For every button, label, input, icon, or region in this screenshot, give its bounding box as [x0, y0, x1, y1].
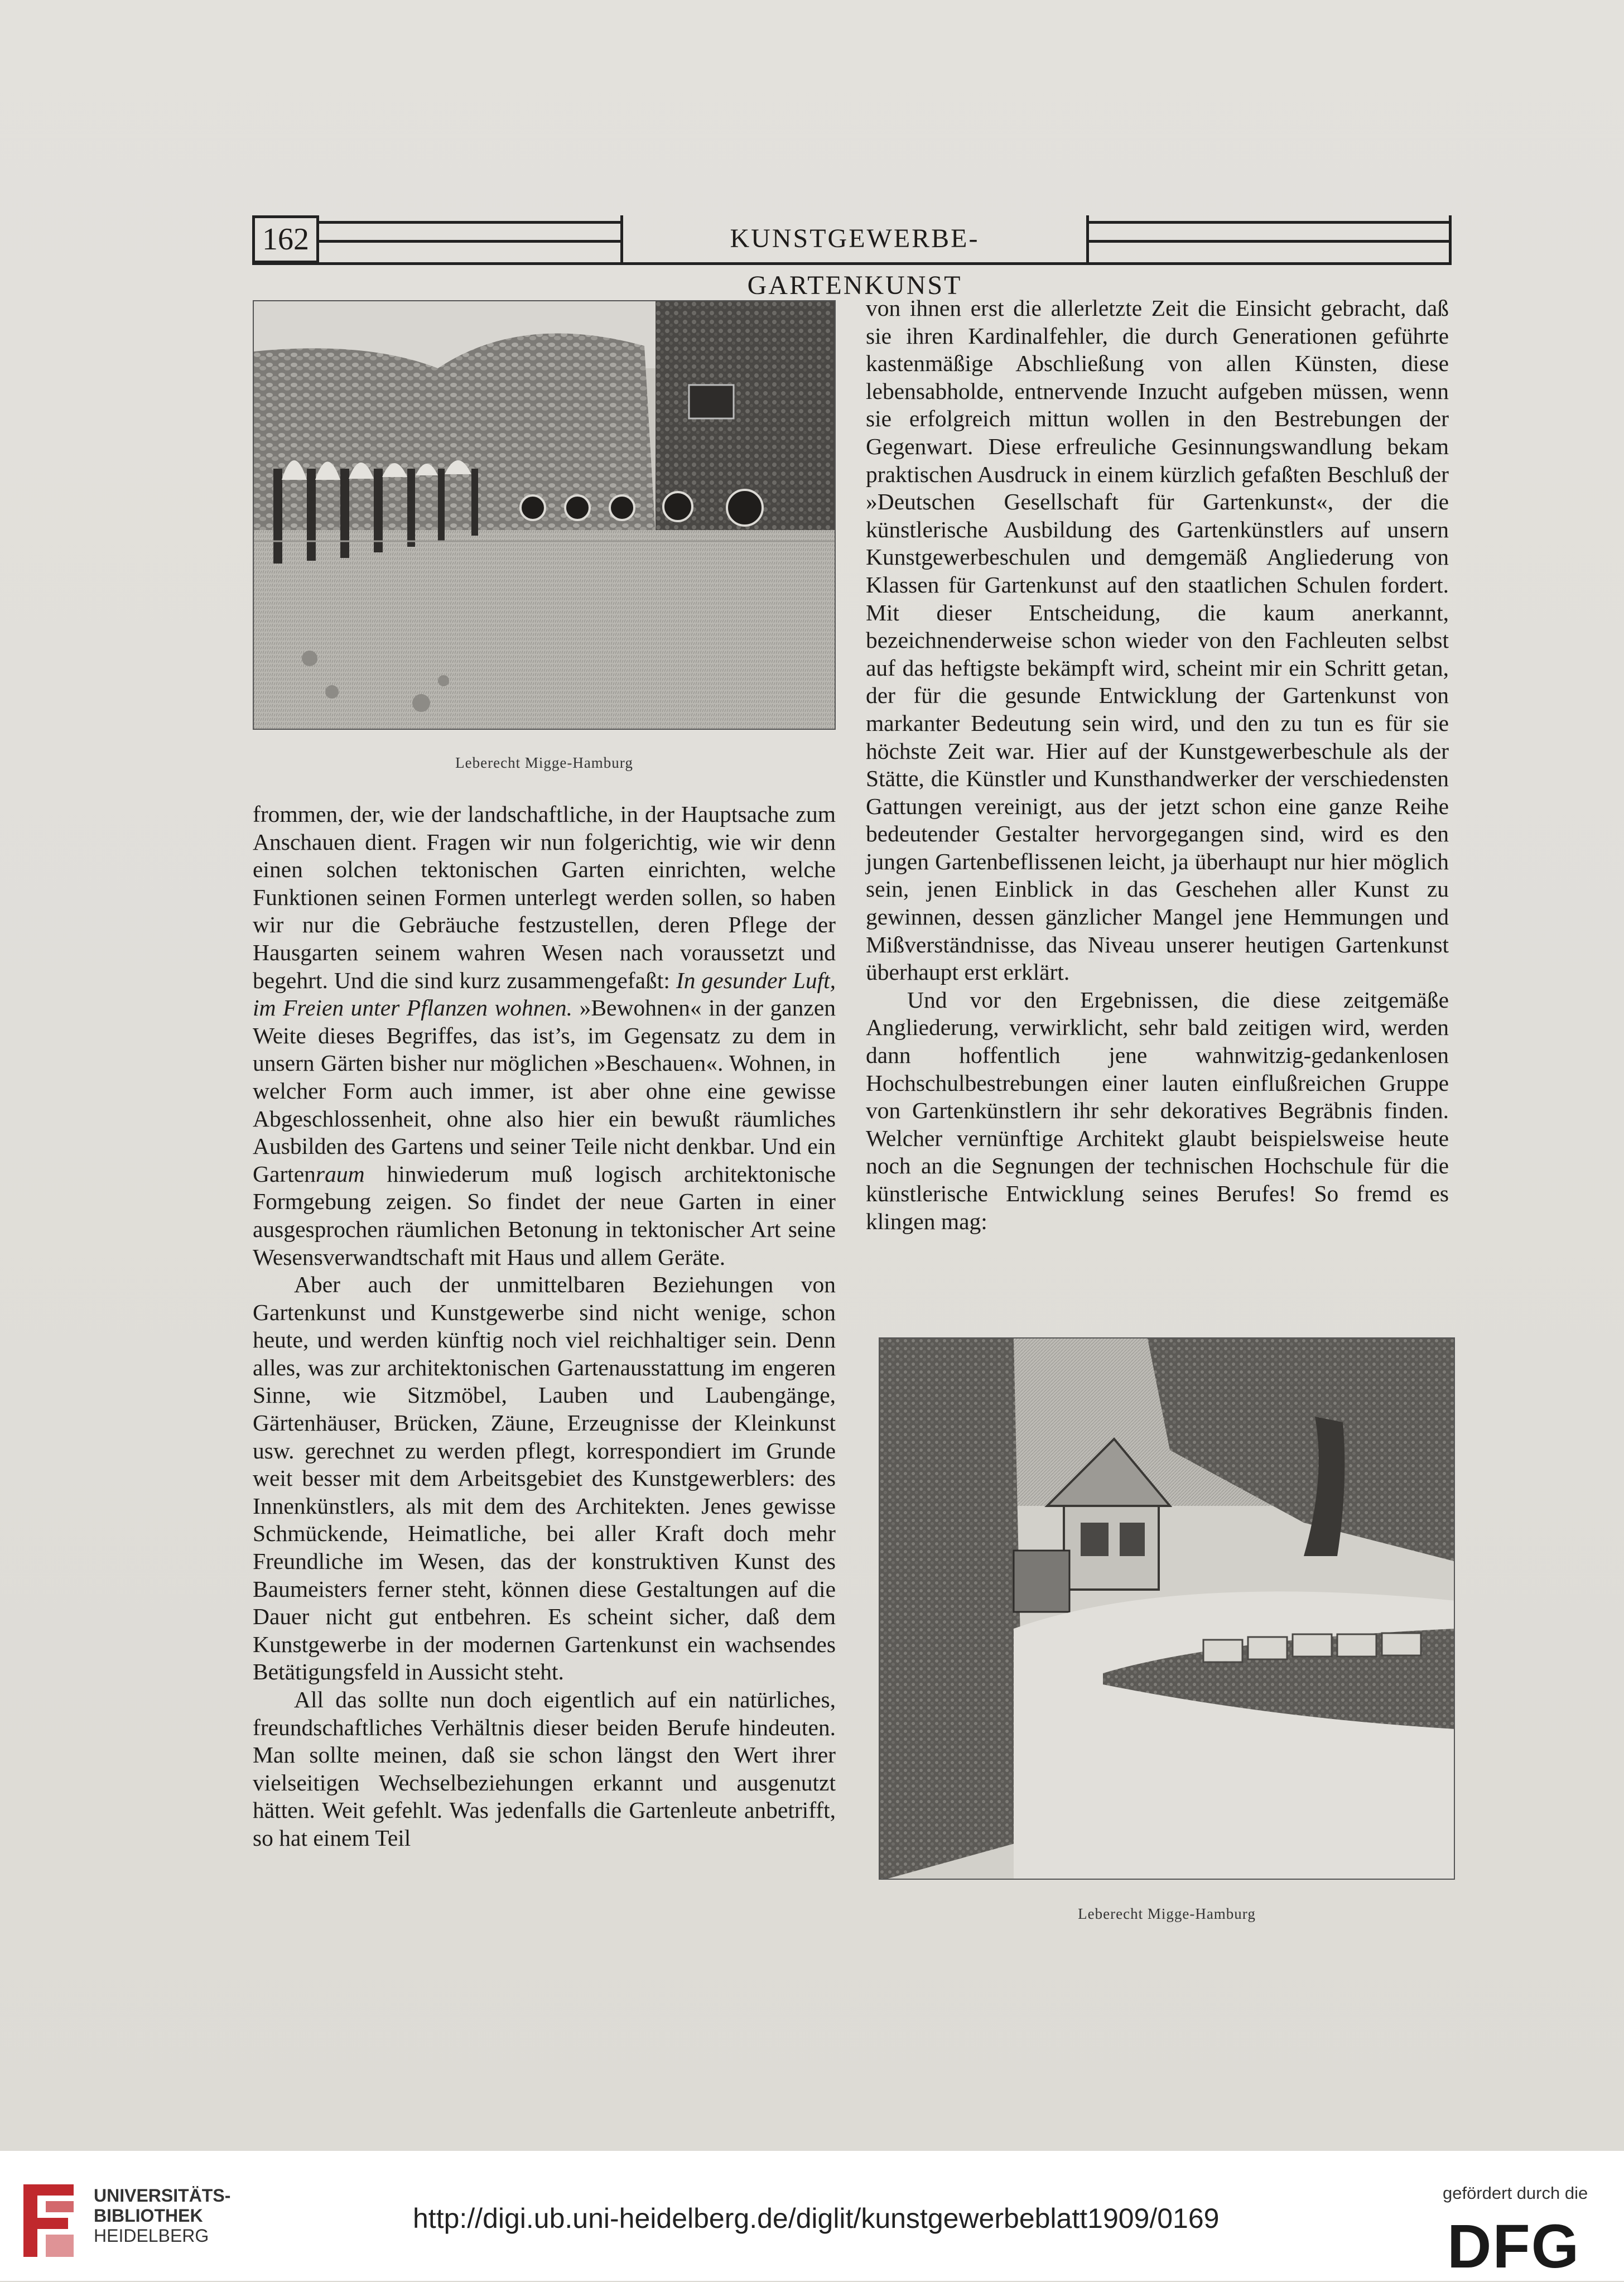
- figure-1-caption: Leberecht Migge-Hamburg: [455, 754, 633, 771]
- paragraph: Und vor den Ergebnissen, die diese zeitgemäße Angliederung, verwirklicht, sehr bald zeitigen wird, werden dann hoffentlich jene wahnwitzig-gedankenlosen Hochschulbestrebungen einer lauten einflußreichen Gruppe von Gartenkünstlern ihr sehr dekoratives Begräbnis finden. Welcher vernünftige Architekt glaubt beispielsweise heute noch an die Segnungen der technischen Hochschule für die künstlerische Entwicklung seines Berufes! So fremd es klingen mag:: [866, 986, 1449, 1234]
- right-column: [866, 295, 1449, 1235]
- garden-illustration-2: [880, 1339, 1455, 1880]
- digitization-footer: [0, 2151, 1624, 2281]
- university-library-logo-icon: [18, 2179, 79, 2262]
- page-header: [252, 215, 1452, 300]
- garden-photo-1: [253, 300, 836, 730]
- paragraph: frommen, der, wie der landschaftliche, in der Hauptsache zum Anschauen dient. Fragen wir nun folgerichtig, wie wir denn einen solchen tektonischen Garten einrichten, welche Funktionen seinen Formen unterlegt werden sollen, so haben wir nur die Gebräuche festzustellen, deren Pflege der Hausgarten seinem wahren Wesen nach voraussetzt und begehrt. Und die sind kurz zusammengefaßt: In gesunder Luft, im Freien unter Pflanzen wohnen. »Bewohnen« in der ganzen Weite dieses Begriffes, das ist’s, im Gegensatz zu dem in unsern Gärten bisher nur möglichen »Beschauen«. Wohnen, in welcher Form auch immer, ist aber ohne eine gewisse Abgeschlossenheit, ohne also hier ein bewußt räumliches Ausbilden des Gartens und seiner Teile nicht denkbar. Und ein Gartenraum hinwiederum muß logisch architektonische Formgebung zeigen. So findet der neue Garten in einer ausgesprochen räumlichen Betonung in tektonischer Art seine Wesensverwandtschaft mit Haus und allem Geräte.: [253, 801, 836, 1270]
- header-right-frame: [1086, 215, 1452, 263]
- figure-2-caption: Leberecht Migge-Hamburg: [1078, 1905, 1256, 1922]
- paragraph: von ihnen erst die allerletzte Zeit die Einsicht gebracht, daß sie ihren Kardinalfehler, die durch Generationen geführte kastenmäßige Abschließung von allen Künsten, diese lebensabholde, entnervende Inzucht aufgeben müssen, wenn sie erfolgreich mittun wollen in den Bestrebungen der Gegenwart. Diese erfreuliche Gesinnungswandlung bekam praktischen Ausdruck in einem kürzlich gefaßten Beschluß der »Deutschen Gesellschaft für Gartenkunst«, der die künstlerische Ausbildung des Gartenkünstlers auf unsern Kunstgewerbeschulen und demgemäß Angliederung von Klassen für Gartenkunst auf den staatlichen Schulen fordert. Mit dieser Entscheidung, die kaum anerkannt, bezeichnenderweise schon wieder von den Fachleuten selbst auf das heftigste bekämpft wird, scheint mir ein Schritt getan, der für die gesunde Entwicklung der Gartenkunst von markanter Bedeutung sein wird, und den zu tun es für sie höchste Zeit war. Hier auf der Kunstgewerbeschule als der Stätte, die Künstler und Kunsthandwerker der verschiedensten Gattungen vereinigt, aus der jetzt schon eine ganze Reihe bedeutender Gestalter hervorgegangen sind, wird es den jungen Gartenbeflissenen leicht, ja überhaupt nur hier möglich sein, jenen Einblick in das Geschehen aller Kunst zu gewinnen, dessen gänzlicher Mangel jene Hemmungen und Mißverständnisse, das Niveau unserer heutigen Gartenkunst überhaupt erst erklärt.: [866, 295, 1449, 985]
- page-number: 162: [252, 215, 319, 263]
- header-rule-bottom: [252, 262, 1452, 265]
- left-column: [253, 801, 836, 1852]
- paragraph: Aber auch der unmittelbaren Beziehungen von Gartenkunst und Kunstgewerbe sind nicht wenige, schon heute, und werden künftig noch viel reichhaltiger sein. Denn alles, was zur architektonischen Gartenausstattung im engeren Sinne, wie Sitzmöbel, Lauben und Laubengänge, Gärtenhäuser, Brücken, Zäune, Erzeugnisse der Kleinkunst usw. gerechnet zu werden pflegt, korrespondiert im Grunde weit besser mit dem Arbeitsgebiet des Kunstgewerblers: des Innenkünstlers, als mit dem des Architekten. Jenes gewisse Schmückende, Heimatliche, bei aller Kraft doch mehr Freundliche im Wesen, das der konstruktiven Kunst des Baumeisters ferner steht, können diese Gestaltungen auf die Dauer nicht gut entbehren. Es scheint sicher, daß dem Kunstgewerbe in der modernen Gartenkunst ein wachsendes Betätigungsfeld in Aussicht steht.: [253, 1272, 836, 1685]
- dfg-logo: DFG: [1447, 2212, 1580, 2281]
- garden-photo-2: [879, 1337, 1455, 1880]
- source-url-link[interactable]: http://digi.ub.uni-heidelberg.de/diglit/kunstgewerbeblatt1909/0169: [413, 2203, 1220, 2234]
- library-name: UNIVERSITÄTS- BIBLIOTHEK HEIDELBERG: [94, 2185, 231, 2246]
- funding-label: gefördert durch die: [1443, 2183, 1588, 2203]
- paragraph: All das sollte nun doch eigentlich auf ein natürliches, freundschaftliches Verhältnis dieser beiden Berufe hindeuten. Man sollte meinen, daß sie schon längst den Wert ihrer vielseitigen Wechselbeziehungen erkannt und ausgenutzt hätten. Weit gefehlt. Was jedenfalls die Gartenleute anbetrifft, so hat einem Teil: [253, 1687, 836, 1851]
- garden-illustration-1: [254, 301, 836, 730]
- running-title: KUNSTGEWERBE-GARTENKUNST: [620, 215, 1089, 263]
- header-rule-middle: [318, 240, 622, 243]
- header-rule-top: [318, 221, 622, 224]
